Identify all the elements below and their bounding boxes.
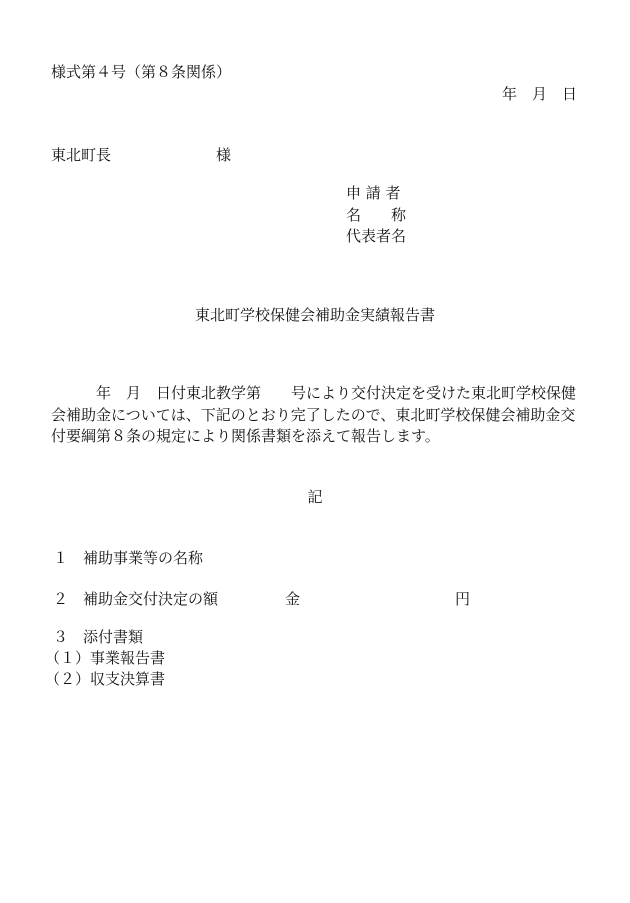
ki-heading: 記 [307,488,323,506]
item-grant-amount-kin: 金 [285,590,301,608]
item-grant-amount-label: ２ 補助金交付決定の額 [53,590,219,608]
applicant-block [346,183,406,248]
representative-label: 代表者名 [346,227,407,245]
name-label: 名 称 [346,205,407,224]
date-line: 年 月 日 [502,85,578,103]
addressee: 東北町長 様 [51,146,232,164]
attachment-business-report: （１）事業報告書 [45,649,166,667]
item-grant-amount-yen: 円 [455,590,471,608]
attachment-income-expenditure: （２）収支決算書 [45,670,166,688]
item-attachments: ３ 添付書類 [53,628,144,646]
form-number: 様式第４号（第８条関係） [51,63,232,81]
applicant-label: 申 請 者 [346,184,401,202]
document-title: 東北町学校保健会補助金実績報告書 [194,306,435,324]
item-project-name: １ 補助事業等の名称 [53,549,204,567]
body-paragraph: 年 月 日付東北教学第 号により交付決定を受けた東北町学校保健会補助金については、下記のとおり完了したので、東北町学校保健会補助金交付要綱第８条の規定により関係書類を添えて報告します。 [51,384,577,445]
